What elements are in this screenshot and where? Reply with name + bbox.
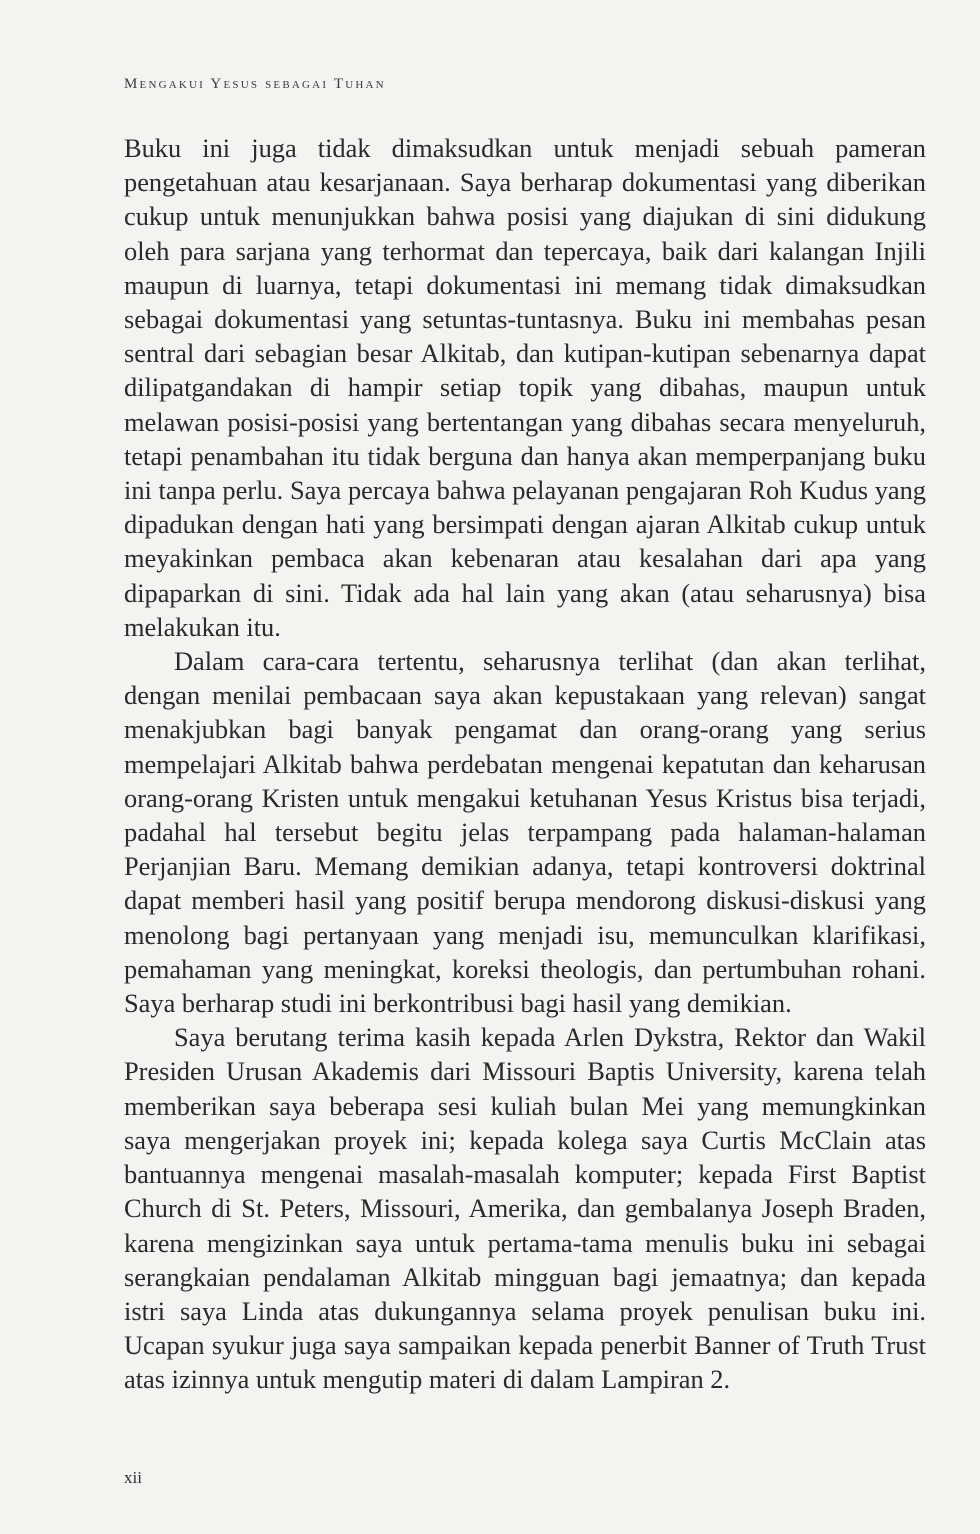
running-head: Mengakui Yesus sebagai Tuhan [124,76,386,92]
paragraph-3: Saya berutang terima kasih kepada Arlen Dykstra, Rektor dan Wakil Presiden Urusan Akademis dari Missouri Baptis University, karena telah memberikan saya beberapa sesi kuliah bulan Mei yang memungkinkan saya mengerjakan proyek ini; kepada kolega saya Curtis McClain atas bantuannya mengenai masalah-masalah komputer; kepada First Baptist Church di St. Peters, Missouri, Amerika, dan gembalanya Joseph Braden, karena mengizinkan saya untuk pertama-tama menulis buku ini sebagai serangkaian pendalaman Alkitab mingguan bagi jemaatnya; dan kepada istri saya Linda atas dukungannya selama proyek penulisan buku ini. Ucapan syukur juga saya sampaikan kepada penerbit Banner of Truth Trust atas izinnya untuk mengutip materi di dalam Lampiran 2. [124,1022,926,1395]
body-text [124,131,926,1397]
paragraph-2: Dalam cara-cara tertentu, seharusnya terlihat (dan akan terlihat, dengan menilai pembacaan saya akan kepustakaan yang relevan) sangat menakjubkan bagi banyak pengamat dan orang-orang yang serius mempelajari Alkitab bahwa perdebatan mengenai kepatutan dan keharusan orang-orang Kristen untuk mengakui ketuhanan Yesus Kristus bisa terjadi, padahal hal tersebut begitu jelas terpampang pada halaman-halaman Perjanjian Baru. Memang demikian adanya, tetapi kontroversi doktrinal dapat memberi hasil yang positif berupa mendorong diskusi-diskusi yang menolong bagi pertanyaan yang menjadi isu, memunculkan klarifikasi, pemahaman yang meningkat, koreksi theologis, dan pertumbuhan rohani. Saya berharap studi ini berkontribusi bagi hasil yang demikian. [124,646,926,1019]
paragraph-1: Buku ini juga tidak dimaksudkan untuk menjadi sebuah pameran pengetahuan atau kesarjanaan. Saya berharap dokumentasi yang diberikan cukup untuk menunjukkan bahwa posisi yang diajukan di sini didukung oleh para sarjana yang terhormat dan tepercaya, baik dari kalangan Injili maupun di luarnya, tetapi dokumentasi ini memang tidak dimaksudkan sebagai dokumentasi yang setuntas-tuntasnya. Buku ini membahas pesan sentral dari sebagian besar Alkitab, dan kutipan-kutipan sebenarnya dapat dilipatgandakan di hampir setiap topik yang dibahas, maupun untuk melawan posisi-posisi yang bertentangan yang dibahas secara menyeluruh, tetapi penambahan itu tidak berguna dan hanya akan memperpanjang buku ini tanpa perlu. Saya percaya bahwa pelayanan pengajaran Roh Kudus yang dipadukan dengan hati yang bersimpati dengan ajaran Alkitab cukup untuk meyakinkan pembaca akan kebenaran atau kesalahan dari apa yang dipaparkan di sini. Tidak ada hal lain yang akan (atau seharusnya) bisa melakukan itu. [124,133,926,642]
page-number: xii [124,1468,142,1487]
